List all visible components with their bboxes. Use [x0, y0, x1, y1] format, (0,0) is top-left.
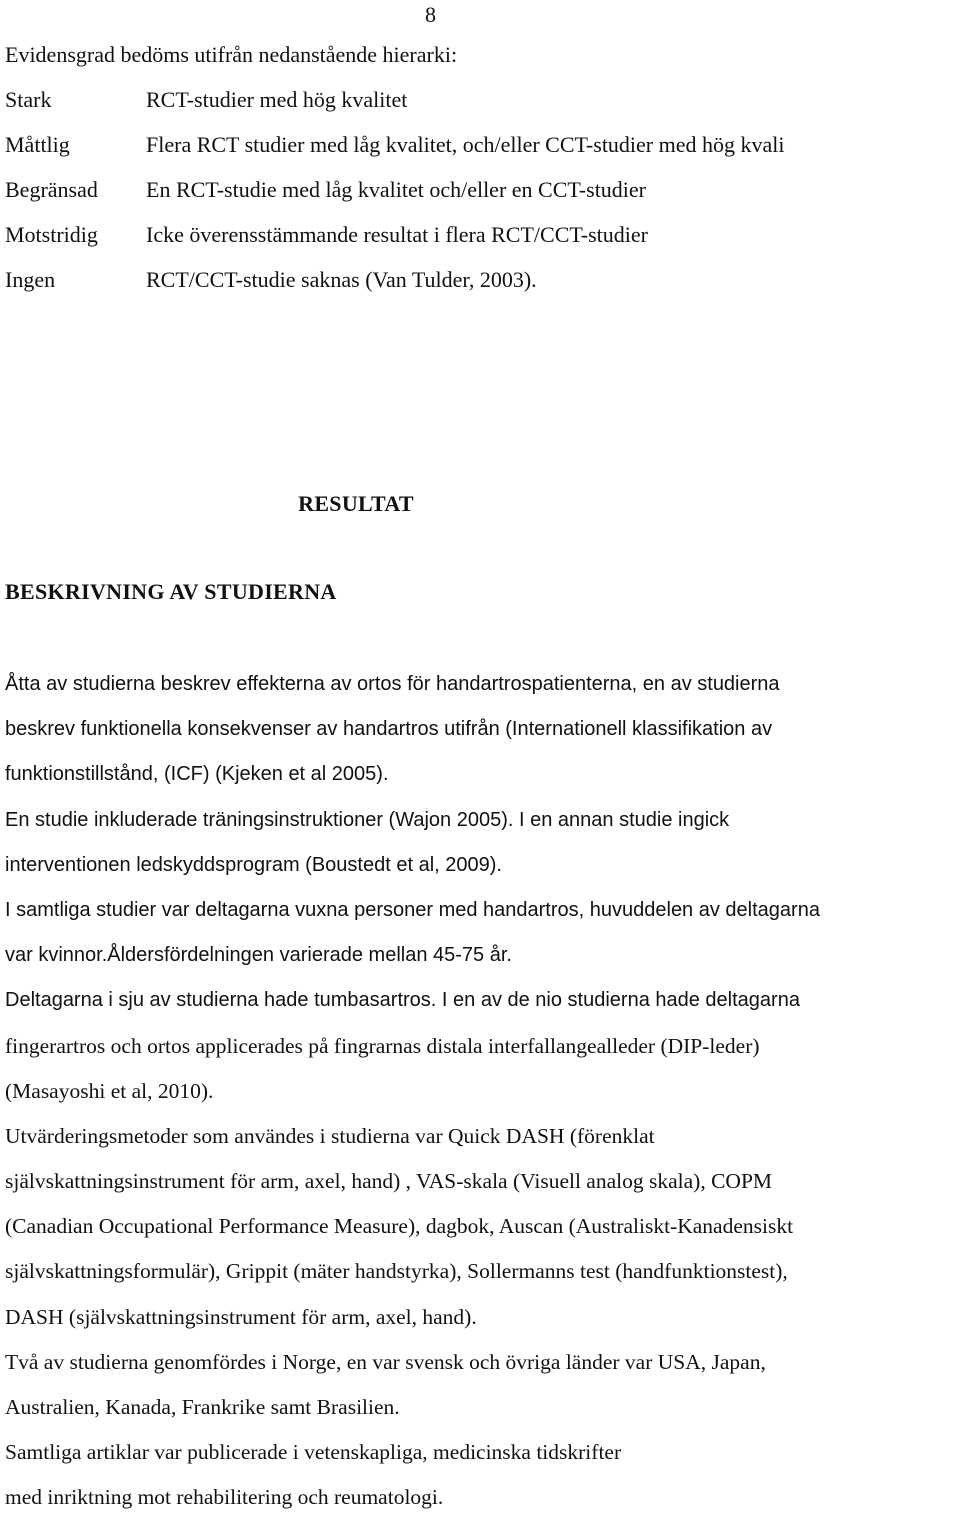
hierarchy-intro: Evidensgrad bedöms utifrån nedanstående hierarki:: [5, 42, 458, 67]
body-line: fingerartros och ortos applicerades på fingrarnas distala interfallangealleder (DIP-leder): [5, 1033, 760, 1058]
hierarchy-level: Begränsad: [5, 177, 98, 202]
hierarchy-level: Motstridig: [5, 222, 98, 247]
body-line: beskrev funktionella konsekvenser av handartros utifrån (Internationell klassifikation av: [5, 718, 773, 741]
body-line: självskattningsformulär), Grippit (mäter handstyrka), Sollermanns test (handfunktionstest),: [5, 1259, 788, 1284]
body-line: var kvinnor.Åldersfördelningen varierade mellan 45-75 år.: [5, 944, 512, 967]
body-line: funktionstillstånd, (ICF) (Kjeken et al 2005).: [5, 763, 389, 786]
hierarchy-description: Icke överensstämmande resultat i flera RCT/CCT-studier: [146, 222, 648, 247]
body-line: Två av studierna genomfördes i Norge, en var svensk och övriga länder var USA, Japan,: [5, 1349, 766, 1374]
body-line: DASH (självskattningsinstrument för arm, axel, hand).: [5, 1304, 477, 1329]
body-line: med inriktning mot rehabilitering och reumatologi.: [5, 1485, 444, 1510]
hierarchy-description: RCT-studier med hög kvalitet: [146, 87, 408, 112]
body-line: (Masayoshi et al, 2010).: [5, 1078, 214, 1103]
hierarchy-level: Stark: [5, 87, 52, 112]
subsection-title: BESKRIVNING AV STUDIERNA: [5, 579, 337, 604]
hierarchy-level: Måttlig: [5, 132, 70, 157]
body-line: Deltagarna i sju av studierna hade tumbasartros. I en av de nio studierna hade deltagarna: [5, 989, 800, 1012]
page-number: 8: [425, 2, 436, 27]
body-line: Utvärderingsmetoder som användes i studierna var Quick DASH (förenklat: [5, 1123, 655, 1148]
body-line: interventionen ledskyddsprogram (Boustedt et al, 2009).: [5, 853, 502, 876]
body-line: Samtliga artiklar var publicerade i vetenskapliga, medicinska tidskrifter: [5, 1440, 622, 1465]
body-line: Australien, Kanada, Frankrike samt Brasilien.: [5, 1395, 400, 1419]
body-line: En studie inkluderade träningsinstruktioner (Wajon 2005). I en annan studie ingick: [5, 808, 730, 831]
hierarchy-description: En RCT-studie med låg kvalitet och/eller en CCT-studier: [146, 177, 647, 202]
body-line: I samtliga studier var deltagarna vuxna personer med handartros, huvuddelen av deltagarna: [5, 898, 820, 921]
section-title: RESULTAT: [298, 491, 414, 516]
hierarchy-level: Ingen: [5, 267, 56, 292]
hierarchy-description: RCT/CCT-studie saknas (Van Tulder, 2003).: [146, 267, 537, 292]
body-text: [5, 670, 960, 1529]
body-line: Åtta av studierna beskrev effekterna av ortos för handartrospatienterna, en av studierna: [5, 673, 780, 695]
body-line: självskattningsinstrument för arm, axel, hand) , VAS-skala (Visuell analog skala), COPM: [5, 1169, 773, 1194]
hierarchy-description: Flera RCT studier med låg kvalitet, och/eller CCT-studier med hög kvali: [146, 132, 785, 157]
body-line: (Canadian Occupational Performance Measure), dagbok, Auscan (Australiskt-Kanadensiskt: [5, 1214, 794, 1239]
